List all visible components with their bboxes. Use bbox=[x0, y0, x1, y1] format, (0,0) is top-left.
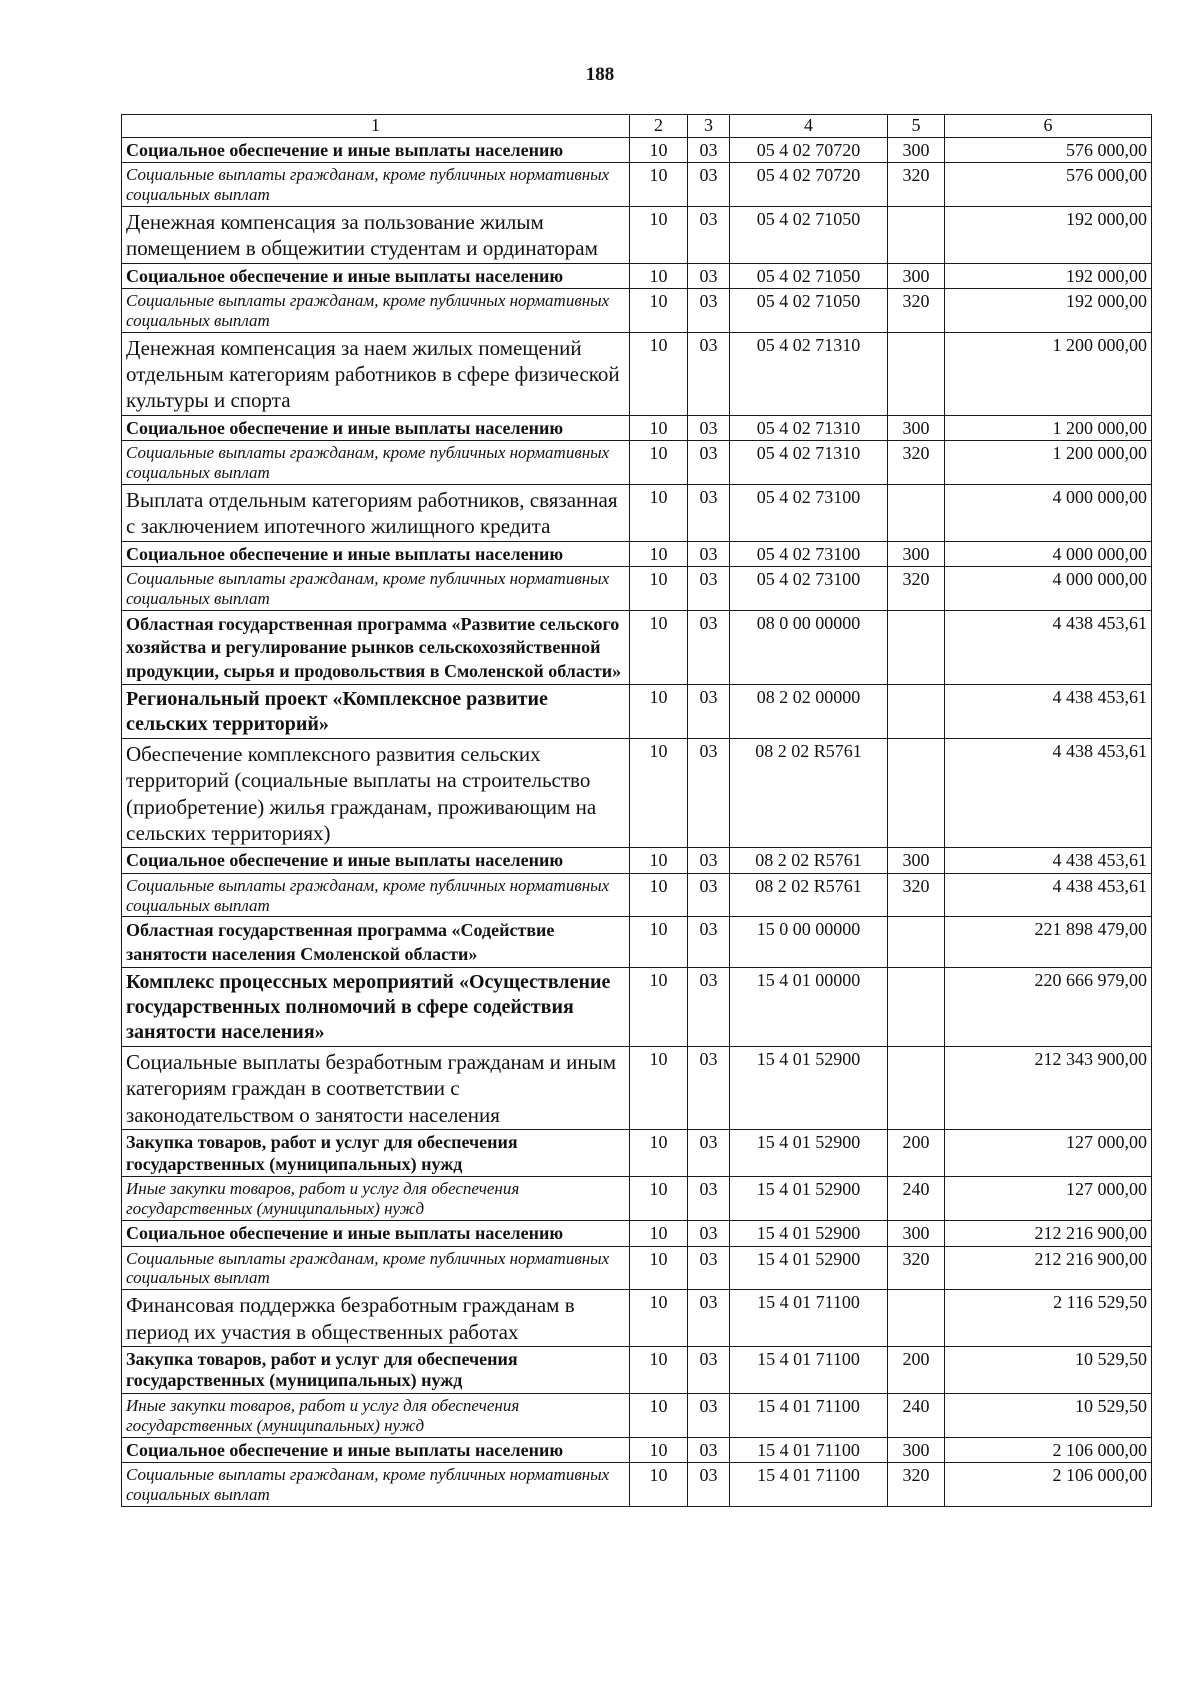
row-section: 10 bbox=[630, 1246, 688, 1290]
row-expense-type: 300 bbox=[888, 137, 945, 163]
row-target-code: 05 4 02 73100 bbox=[730, 567, 888, 611]
header-cell-6: 6 bbox=[945, 115, 1152, 138]
table-row bbox=[122, 1246, 1152, 1290]
row-amount: 1 200 000,00 bbox=[945, 415, 1152, 441]
row-name: Денежная компенсация за наем жилых помещений отдельным категориям работников в сфере физической культуры и спорта bbox=[122, 332, 630, 415]
row-section: 10 bbox=[630, 610, 688, 684]
table-row bbox=[122, 137, 1152, 163]
row-target-code: 15 4 01 71100 bbox=[730, 1346, 888, 1393]
row-expense-type bbox=[888, 207, 945, 264]
row-section: 10 bbox=[630, 1220, 688, 1246]
row-section: 10 bbox=[630, 567, 688, 611]
row-name: Социальные выплаты гражданам, кроме публичных нормативных социальных выплат bbox=[122, 1463, 630, 1507]
row-target-code: 15 4 01 71100 bbox=[730, 1290, 888, 1347]
row-name: Закупка товаров, работ и услуг для обеспечения государственных (муниципальных) нужд bbox=[122, 1129, 630, 1176]
row-expense-type bbox=[888, 685, 945, 739]
row-amount: 576 000,00 bbox=[945, 137, 1152, 163]
row-subsection: 03 bbox=[688, 739, 730, 848]
row-expense-type: 320 bbox=[888, 1246, 945, 1290]
row-amount: 4 438 453,61 bbox=[945, 873, 1152, 917]
row-expense-type: 200 bbox=[888, 1129, 945, 1176]
row-name: Социальное обеспечение и иные выплаты населению bbox=[122, 541, 630, 567]
row-expense-type bbox=[888, 485, 945, 542]
row-expense-type: 300 bbox=[888, 848, 945, 874]
table-row bbox=[122, 415, 1152, 441]
row-target-code: 08 2 02 R5761 bbox=[730, 739, 888, 848]
row-section: 10 bbox=[630, 415, 688, 441]
row-amount: 4 438 453,61 bbox=[945, 610, 1152, 684]
row-target-code: 05 4 02 71050 bbox=[730, 289, 888, 333]
row-amount: 212 216 900,00 bbox=[945, 1246, 1152, 1290]
row-subsection: 03 bbox=[688, 263, 730, 289]
row-subsection: 03 bbox=[688, 968, 730, 1047]
row-target-code: 05 4 02 71050 bbox=[730, 263, 888, 289]
row-section: 10 bbox=[630, 541, 688, 567]
row-expense-type: 300 bbox=[888, 1220, 945, 1246]
table-row bbox=[122, 1463, 1152, 1507]
row-subsection: 03 bbox=[688, 685, 730, 739]
row-amount: 4 438 453,61 bbox=[945, 685, 1152, 739]
row-amount: 212 216 900,00 bbox=[945, 1220, 1152, 1246]
row-name: Социальные выплаты безработным гражданам и иным категориям граждан в соответствии с законодательством о занятости населения bbox=[122, 1047, 630, 1130]
row-amount: 2 106 000,00 bbox=[945, 1437, 1152, 1463]
row-section: 10 bbox=[630, 1463, 688, 1507]
row-amount: 576 000,00 bbox=[945, 163, 1152, 207]
row-section: 10 bbox=[630, 163, 688, 207]
row-subsection: 03 bbox=[688, 1346, 730, 1393]
row-target-code: 08 0 00 00000 bbox=[730, 610, 888, 684]
row-name: Социальные выплаты гражданам, кроме публичных нормативных социальных выплат bbox=[122, 441, 630, 485]
row-expense-type: 300 bbox=[888, 541, 945, 567]
row-section: 10 bbox=[630, 332, 688, 415]
row-target-code: 08 2 02 R5761 bbox=[730, 848, 888, 874]
row-name: Социальные выплаты гражданам, кроме публичных нормативных социальных выплат bbox=[122, 873, 630, 917]
table-row bbox=[122, 289, 1152, 333]
row-subsection: 03 bbox=[688, 541, 730, 567]
row-section: 10 bbox=[630, 685, 688, 739]
row-target-code: 05 4 02 71050 bbox=[730, 207, 888, 264]
table-row bbox=[122, 873, 1152, 917]
row-section: 10 bbox=[630, 968, 688, 1047]
row-target-code: 05 4 02 73100 bbox=[730, 541, 888, 567]
row-name: Социальные выплаты гражданам, кроме публичных нормативных социальных выплат bbox=[122, 163, 630, 207]
row-target-code: 05 4 02 71310 bbox=[730, 415, 888, 441]
row-subsection: 03 bbox=[688, 1047, 730, 1130]
table-body bbox=[122, 115, 1152, 1507]
row-subsection: 03 bbox=[688, 415, 730, 441]
row-subsection: 03 bbox=[688, 917, 730, 968]
row-amount: 2 106 000,00 bbox=[945, 1463, 1152, 1507]
row-target-code: 05 4 02 71310 bbox=[730, 332, 888, 415]
row-expense-type: 320 bbox=[888, 163, 945, 207]
row-section: 10 bbox=[630, 1290, 688, 1347]
row-subsection: 03 bbox=[688, 873, 730, 917]
table-row bbox=[122, 485, 1152, 542]
row-subsection: 03 bbox=[688, 1437, 730, 1463]
row-subsection: 03 bbox=[688, 485, 730, 542]
table-row bbox=[122, 263, 1152, 289]
row-name: Закупка товаров, работ и услуг для обеспечения государственных (муниципальных) нужд bbox=[122, 1346, 630, 1393]
row-name: Региональный проект «Комплексное развитие сельских территорий» bbox=[122, 685, 630, 739]
row-target-code: 15 4 01 52900 bbox=[730, 1220, 888, 1246]
row-amount: 4 438 453,61 bbox=[945, 848, 1152, 874]
row-expense-type: 320 bbox=[888, 441, 945, 485]
row-name: Социальное обеспечение и иные выплаты населению bbox=[122, 848, 630, 874]
row-name: Социальные выплаты гражданам, кроме публичных нормативных социальных выплат bbox=[122, 289, 630, 333]
row-name: Выплата отдельным категориям работников, связанная с заключением ипотечного жилищного кредита bbox=[122, 485, 630, 542]
row-expense-type: 320 bbox=[888, 873, 945, 917]
row-name: Социальное обеспечение и иные выплаты населению bbox=[122, 137, 630, 163]
row-subsection: 03 bbox=[688, 207, 730, 264]
header-cell-2: 2 bbox=[630, 115, 688, 138]
row-subsection: 03 bbox=[688, 137, 730, 163]
table-row bbox=[122, 917, 1152, 968]
row-target-code: 05 4 02 71310 bbox=[730, 441, 888, 485]
row-amount: 2 116 529,50 bbox=[945, 1290, 1152, 1347]
row-amount: 4 000 000,00 bbox=[945, 541, 1152, 567]
row-expense-type: 300 bbox=[888, 415, 945, 441]
table-row bbox=[122, 610, 1152, 684]
row-section: 10 bbox=[630, 1177, 688, 1221]
row-subsection: 03 bbox=[688, 332, 730, 415]
table-row bbox=[122, 1393, 1152, 1437]
row-amount: 127 000,00 bbox=[945, 1129, 1152, 1176]
table-row bbox=[122, 1177, 1152, 1221]
table-row bbox=[122, 207, 1152, 264]
row-target-code: 05 4 02 73100 bbox=[730, 485, 888, 542]
row-section: 10 bbox=[630, 739, 688, 848]
row-name: Денежная компенсация за пользование жилым помещением в общежитии студентам и ординаторам bbox=[122, 207, 630, 264]
row-name: Комплекс процессных мероприятий «Осуществление государственных полномочий в сфере содействия занятости населения» bbox=[122, 968, 630, 1047]
row-subsection: 03 bbox=[688, 1177, 730, 1221]
row-amount: 192 000,00 bbox=[945, 263, 1152, 289]
row-target-code: 08 2 02 00000 bbox=[730, 685, 888, 739]
row-amount: 220 666 979,00 bbox=[945, 968, 1152, 1047]
row-name: Социальные выплаты гражданам, кроме публичных нормативных социальных выплат bbox=[122, 567, 630, 611]
row-section: 10 bbox=[630, 873, 688, 917]
table-row bbox=[122, 567, 1152, 611]
row-target-code: 15 4 01 52900 bbox=[730, 1047, 888, 1130]
row-expense-type: 200 bbox=[888, 1346, 945, 1393]
header-cell-4: 4 bbox=[730, 115, 888, 138]
row-amount: 1 200 000,00 bbox=[945, 332, 1152, 415]
table-row bbox=[122, 1220, 1152, 1246]
header-cell-1: 1 bbox=[122, 115, 630, 138]
row-target-code: 15 4 01 52900 bbox=[730, 1177, 888, 1221]
table-row bbox=[122, 968, 1152, 1047]
row-amount: 127 000,00 bbox=[945, 1177, 1152, 1221]
row-expense-type: 240 bbox=[888, 1393, 945, 1437]
row-subsection: 03 bbox=[688, 1463, 730, 1507]
row-amount: 4 438 453,61 bbox=[945, 739, 1152, 848]
row-amount: 192 000,00 bbox=[945, 207, 1152, 264]
row-target-code: 15 4 01 52900 bbox=[730, 1129, 888, 1176]
row-expense-type bbox=[888, 917, 945, 968]
row-amount: 1 200 000,00 bbox=[945, 441, 1152, 485]
table-row bbox=[122, 332, 1152, 415]
row-section: 10 bbox=[630, 1047, 688, 1130]
row-section: 10 bbox=[630, 917, 688, 968]
row-name: Социальное обеспечение и иные выплаты населению bbox=[122, 1437, 630, 1463]
row-expense-type: 300 bbox=[888, 263, 945, 289]
table-row bbox=[122, 163, 1152, 207]
header-cell-3: 3 bbox=[688, 115, 730, 138]
row-subsection: 03 bbox=[688, 289, 730, 333]
row-expense-type bbox=[888, 1290, 945, 1347]
row-name: Обеспечение комплексного развития сельских территорий (социальные выплаты на строительство (приобретение) жилья гражданам, проживающим на сельских территориях) bbox=[122, 739, 630, 848]
row-target-code: 15 4 01 71100 bbox=[730, 1393, 888, 1437]
row-expense-type bbox=[888, 332, 945, 415]
row-expense-type: 320 bbox=[888, 1463, 945, 1507]
row-amount: 4 000 000,00 bbox=[945, 567, 1152, 611]
row-expense-type: 320 bbox=[888, 567, 945, 611]
row-amount: 4 000 000,00 bbox=[945, 485, 1152, 542]
row-name: Социальное обеспечение и иные выплаты населению bbox=[122, 1220, 630, 1246]
table-row bbox=[122, 685, 1152, 739]
table-row bbox=[122, 541, 1152, 567]
row-amount: 10 529,50 bbox=[945, 1346, 1152, 1393]
row-section: 10 bbox=[630, 1393, 688, 1437]
header-cell-5: 5 bbox=[888, 115, 945, 138]
row-subsection: 03 bbox=[688, 1393, 730, 1437]
row-subsection: 03 bbox=[688, 1290, 730, 1347]
row-expense-type: 240 bbox=[888, 1177, 945, 1221]
row-section: 10 bbox=[630, 207, 688, 264]
table-row bbox=[122, 1437, 1152, 1463]
row-name: Социальное обеспечение и иные выплаты населению bbox=[122, 263, 630, 289]
row-section: 10 bbox=[630, 263, 688, 289]
row-subsection: 03 bbox=[688, 610, 730, 684]
row-name: Иные закупки товаров, работ и услуг для обеспечения государственных (муниципальных) нужд bbox=[122, 1177, 630, 1221]
page-number: 188 bbox=[585, 64, 615, 85]
row-section: 10 bbox=[630, 1129, 688, 1176]
row-amount: 10 529,50 bbox=[945, 1393, 1152, 1437]
row-section: 10 bbox=[630, 848, 688, 874]
row-section: 10 bbox=[630, 289, 688, 333]
table-row bbox=[122, 739, 1152, 848]
table-header-row bbox=[122, 115, 1152, 138]
row-target-code: 15 0 00 00000 bbox=[730, 917, 888, 968]
row-expense-type bbox=[888, 968, 945, 1047]
row-target-code: 15 4 01 71100 bbox=[730, 1437, 888, 1463]
row-target-code: 15 4 01 00000 bbox=[730, 968, 888, 1047]
row-expense-type: 300 bbox=[888, 1437, 945, 1463]
row-target-code: 05 4 02 70720 bbox=[730, 163, 888, 207]
table-row bbox=[122, 1047, 1152, 1130]
row-target-code: 15 4 01 71100 bbox=[730, 1463, 888, 1507]
row-subsection: 03 bbox=[688, 441, 730, 485]
row-name: Областная государственная программа «Содействие занятости населения Смоленской области» bbox=[122, 917, 630, 968]
row-section: 10 bbox=[630, 485, 688, 542]
table-row bbox=[122, 848, 1152, 874]
row-name: Иные закупки товаров, работ и услуг для обеспечения государственных (муниципальных) нужд bbox=[122, 1393, 630, 1437]
table-row bbox=[122, 1346, 1152, 1393]
row-amount: 192 000,00 bbox=[945, 289, 1152, 333]
row-subsection: 03 bbox=[688, 848, 730, 874]
row-target-code: 15 4 01 52900 bbox=[730, 1246, 888, 1290]
row-amount: 212 343 900,00 bbox=[945, 1047, 1152, 1130]
row-section: 10 bbox=[630, 1346, 688, 1393]
row-name: Областная государственная программа «Развитие сельского хозяйства и регулирование рынков сельскохозяйственной продукции, сырья и продовольствия в Смоленской области» bbox=[122, 610, 630, 684]
row-target-code: 05 4 02 70720 bbox=[730, 137, 888, 163]
row-name: Социальные выплаты гражданам, кроме публичных нормативных социальных выплат bbox=[122, 1246, 630, 1290]
budget-table bbox=[121, 114, 1152, 1507]
row-expense-type bbox=[888, 1047, 945, 1130]
table-row bbox=[122, 1129, 1152, 1176]
row-subsection: 03 bbox=[688, 163, 730, 207]
table-row bbox=[122, 1290, 1152, 1347]
row-section: 10 bbox=[630, 137, 688, 163]
row-subsection: 03 bbox=[688, 1220, 730, 1246]
row-name: Социальное обеспечение и иные выплаты населению bbox=[122, 415, 630, 441]
row-subsection: 03 bbox=[688, 1246, 730, 1290]
row-expense-type bbox=[888, 610, 945, 684]
row-section: 10 bbox=[630, 441, 688, 485]
table-row bbox=[122, 441, 1152, 485]
row-section: 10 bbox=[630, 1437, 688, 1463]
row-target-code: 08 2 02 R5761 bbox=[730, 873, 888, 917]
row-subsection: 03 bbox=[688, 567, 730, 611]
row-expense-type bbox=[888, 739, 945, 848]
row-amount: 221 898 479,00 bbox=[945, 917, 1152, 968]
row-name: Финансовая поддержка безработным гражданам в период их участия в общественных работах bbox=[122, 1290, 630, 1347]
row-expense-type: 320 bbox=[888, 289, 945, 333]
row-subsection: 03 bbox=[688, 1129, 730, 1176]
